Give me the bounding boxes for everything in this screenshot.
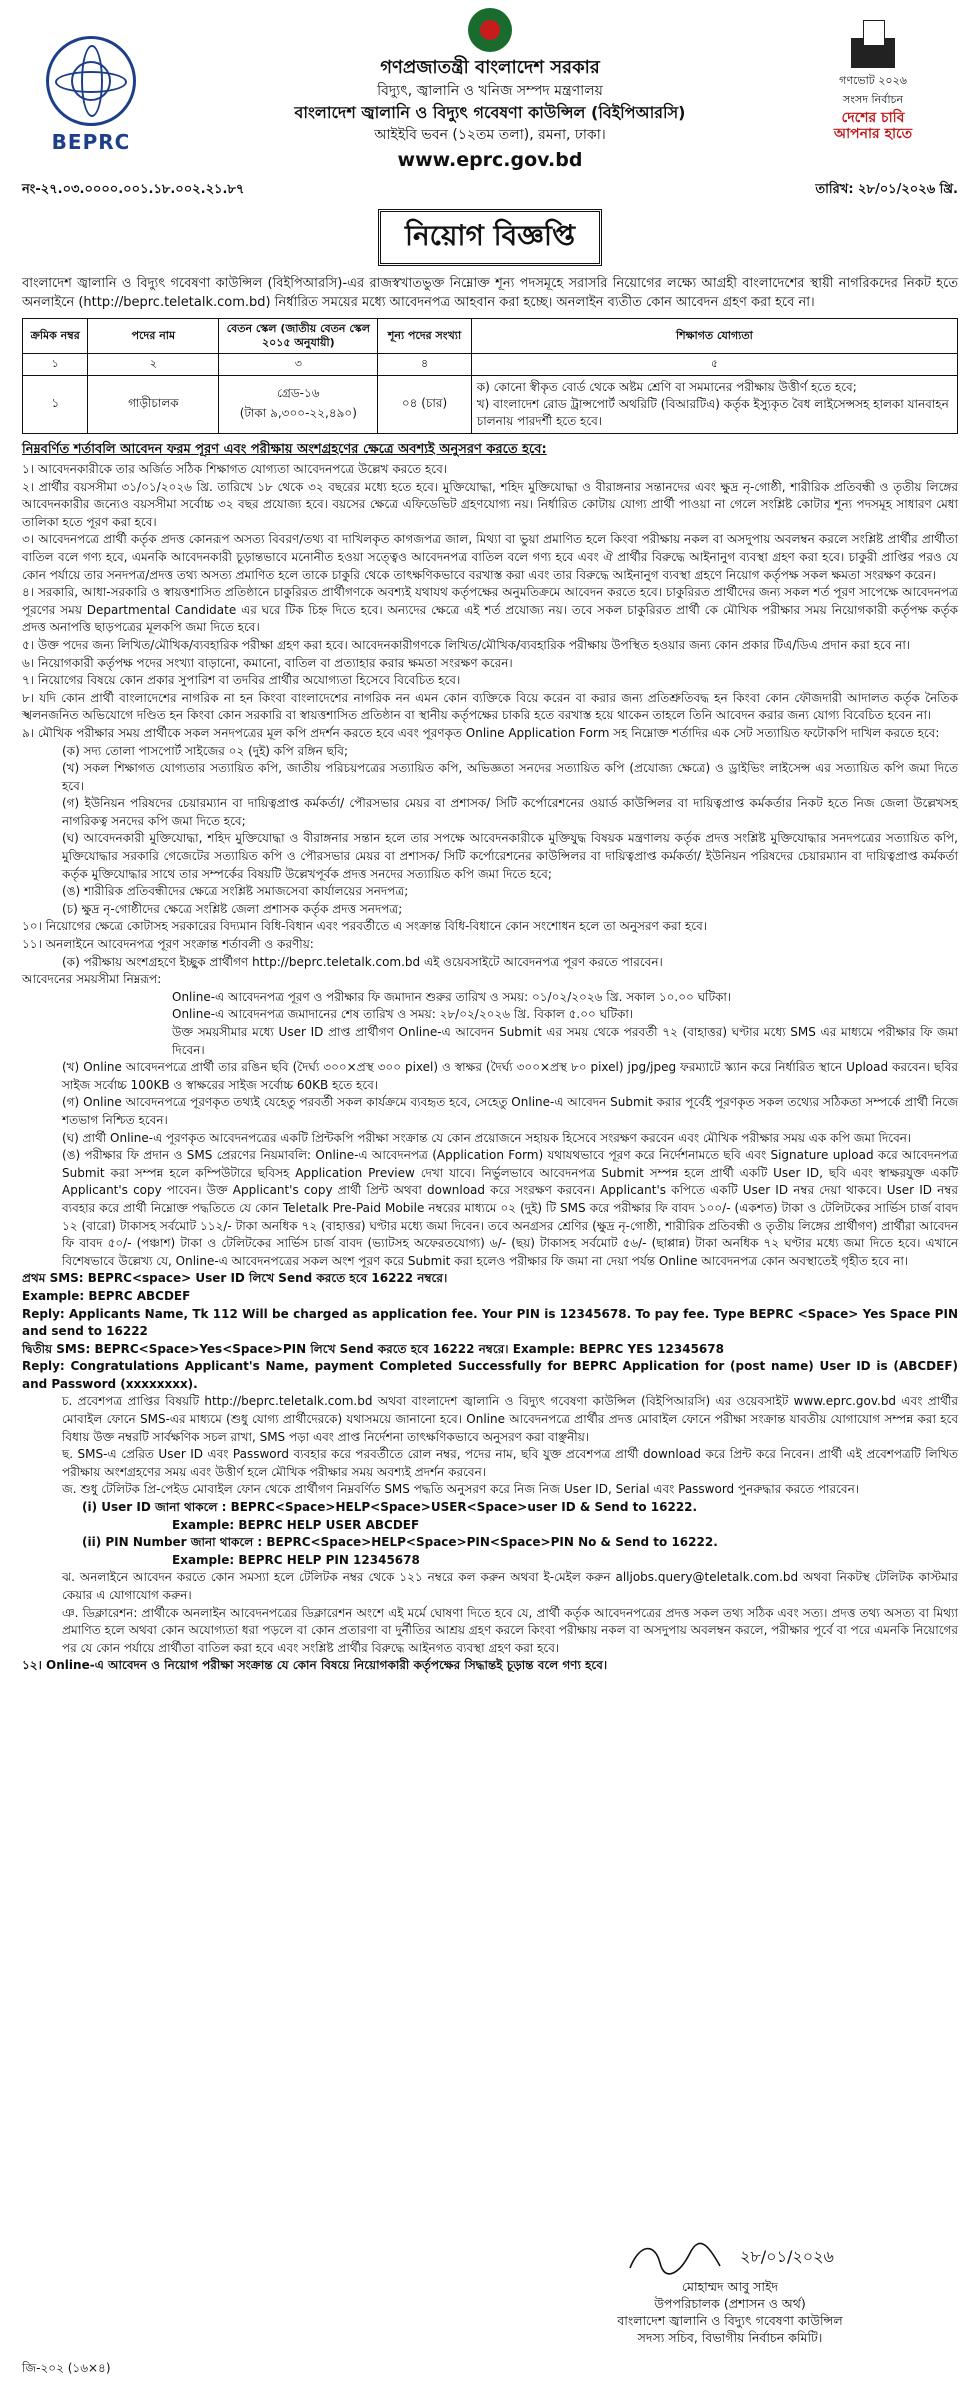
signatory-office: বাংলাদেশ জ্বালানি ও বিদ্যুৎ গবেষণা কাউন্সিল: [617, 2313, 843, 2328]
condition-item: ১০। নিয়োগের ক্ষেত্রে কোটাসহ সরকারের বিদ্যমান বিধি-বিধান এবং পরবর্তীতে এ সংক্রান্ত বিধি-বিধানে কোন সংশোধন হলে তা অনুসরণ করা হবে।: [22, 919, 708, 934]
condition-item: ৫। উক্ত পদের জন্য লিখিত/মৌখিক/ব্যবহারিক পরীক্ষা গ্রহণ করা হবে। আবেদনকারীগণকে লিখিত/মৌখিক/ব্যবহারিক পরীক্ষায় উপস্থিত হওয়ার জন্য কোন প্রকার টিএ/ডিএ প্রদান করা হবে না।: [22, 637, 911, 652]
reference-number: নং-২৭.০৩.০০০০.০০১.১৮.০০২.২১.৮৭: [22, 182, 245, 197]
online-item: (খ) Online আবেদনপত্রে প্রার্থী তার রঙিন ছবি (দৈর্ঘ্য ৩০০×প্রস্থ ৩০০ pixel) ও স্বাক্ষর (দৈর্ঘ্য ৩০০×প্রস্থ ৮০ pixel) jpg/jpeg ফরম্যাটে স্ক্যান করে নির্ধারিত স্থানে Upload করবেন। ছবির সাইজ সর্বোচ্চ 100KB ও স্বাক্ষরের সাইজ সর্বোচ্চ 60KB হতে হবে।: [62, 1060, 958, 1092]
signatory-committee: সদস্য সচিব, বিভাগীয় নির্বাচন কমিটি।: [637, 2330, 823, 2345]
condition-item: ১২। Online-এ আবেদন ও নিয়োগ পরীক্ষা সংক্রান্ত যে কোন বিষয়ে নিয়োগকারী কর্তৃপক্ষের সিদ্ধান্তই চূড়ান্ত বলে গণ্য হবে।: [22, 1658, 608, 1673]
online-item: (গ) Online আবেদনপত্রে পূরণকৃত তথ্যই যেহেতু পরবর্তী সকল কার্যক্রমে ব্যবহৃত হবে, সেহেতু Online-এ আবেদন Submit করার পূর্বেই পূরণকৃত সকল তথ্যের সঠিকতা সম্পর্কে প্রার্থী নিজে শতভাগ নিশ্চিত হবেন।: [62, 1095, 958, 1127]
sms-first-reply: Reply: Applicants Name, Tk 112 Will be charged as application fee. Your PIN is 12345678. To pay fee. Type BEPRC <Space> Yes Space PIN and send to 16222: [22, 1306, 958, 1339]
atom-icon: [46, 36, 136, 126]
footer-code: জি-২০২ (১৬×৪): [22, 2361, 111, 2375]
recovery-user-id-example: Example: BEPRC HELP USER ABCDEF: [172, 1517, 420, 1532]
conditions-body: [22, 461, 958, 1675]
schedule-start: Online-এ আবেদনপত্র পূরণ ও পরীক্ষার ফি জমাদান শুরুর তারিখ ও সময়: ০১/০২/২০২৬ খ্রি. সকাল ১০.০০ ঘটিকা।: [172, 989, 732, 1004]
condition-item: ৭। নিয়োগের বিষয়ে কোন প্রকার সুপারিশ বা তদবির প্রার্থীর অযোগ্যতা হিসেবে বিবেচিত হবে।: [22, 673, 461, 688]
condition-item: ২। প্রার্থীর বয়সসীমা ৩১/০১/২০২৬ খ্রি. তারিখে ১৮ থেকে ৩২ বছরের মধ্যে হতে হবে। মুক্তিযোদ্ধা, শহিদ মুক্তিযোদ্ধা ও বীরাঙ্গনার সন্তানদের এবং ক্ষুদ্র নৃ-গোষ্ঠী, শারীরিক প্রতিবন্ধী ও তৃতীয় লিঙ্গের আবেদনকারীর জন্যেও বয়সসীমা সর্বোচ্চ ৩২ বছর প্রযোজ্য হবে। বয়সের ক্ষেত্রে এফিডেভিট গ্রহণযোগ্য নয়। নির্ধারিত কোটায় যোগ্য প্রার্থী পাওয়া না গেলে সংশ্লিষ্ট কোটার শূন্য পদসমূহ সাধারণ মেধা তালিকা হতে পূরণ করা হবে।: [22, 479, 958, 529]
ballot-box-icon: [843, 20, 903, 70]
circular-date: তারিখ: ২৮/০১/২০২৬ খ্রি.: [815, 182, 958, 197]
job-circular-page: [0, 8, 980, 2391]
online-item: ঝ. অনলাইনে আবেদন করতে কোন সমস্যা হলে টেলিটক নম্বর থেকে ১২১ নম্বরে কল করুন অথবা ই-মেইল করুন alljobs.query@teletalk.com.bd অথবা নিকটস্থ টেলিটক কাস্টমার কেয়ার এ যোগাযোগ করুন।: [62, 1570, 958, 1602]
recovery-pin-example: Example: BEPRC HELP PIN 12345678: [172, 1552, 420, 1567]
condition-item: ৪। সরকারি, আধা-সরকারি ও স্বায়ত্তশাসিত প্রতিষ্ঠানে চাকুরিরত প্রার্থীগণকে অবশ্যই যথাযথ কর্তৃপক্ষের অনুমতিক্রমে আবেদন করতে হবে। চাকুরিরত প্রার্থীদের জন্য সকল শর্ত পূরণ সাপেক্ষে আবেদনপত্র পূরণের সময় Departmental Candidate এর ঘরে টিক চিহ্ন দিতে হবে। অন্যদের ক্ষেত্রে এই শর্ত প্রযোজ্য নয়। তবে সকল চাকুরিরত প্রার্থী কে মৌখিক পরীক্ষার সময় নিয়োগকারী কর্তৃপক্ষ কর্তৃক প্রদত্ত অনাপত্তি ছাড়পত্রের মূলকপি জমা দিতে হবে।: [22, 585, 958, 635]
schedule-end: Online-এ আবেদনপত্র জমাদানের শেষ তারিখ ও সময়: ২৮/০২/২০২৬ খ্রি. বিকাল ৫.০০ ঘটিকা।: [172, 1007, 634, 1022]
schedule-note: উক্ত সময়সীমার মধ্যে User ID প্রাপ্ত প্রার্থীগণ Online-এ আবেদন Submit এর সময় থেকে পরবর্তী ৭২ (বাহাত্তর) ঘণ্টার মধ্যে SMS এর মাধ্যমে পরীক্ষার ফি জমা দিবেন।: [172, 1025, 958, 1057]
signatory-name: মোহাম্মদ আবু সাইদ: [681, 2279, 779, 2294]
ministry-name: বিদ্যুৎ, জ্বালানি ও খনিজ সম্পদ মন্ত্রণালয়: [377, 83, 603, 99]
page-title: নিয়োগ বিজ্ঞপ্তি: [378, 209, 602, 266]
beprc-logo: [36, 36, 146, 154]
sms-first: প্রথম SMS: BEPRC<space> User ID লিখে Send করতে হবে 16222 নম্বরে।: [22, 1271, 448, 1286]
logo-text: BEPRC: [51, 130, 131, 154]
online-item: জ. শুধু টেলিটক প্রি-পেইড মোবাইল ফোন থেকে প্রার্থীগণ নিম্নবর্ণিত SMS পদ্ধতি অনুসরণ করে নিজ নিজ User ID, Serial এবং Password পুনরুদ্ধার করতে পারবেন।: [62, 1482, 860, 1497]
recovery-pin: (ii) PIN Number জানা থাকলে : BEPRC<Space>HELP<Space>PIN<Space>PIN No & Send to 16222.: [82, 1535, 718, 1550]
online-item: ঞ. ডিক্লারেশন: প্রার্থীকে অনলাইন আবেদনপত্রের ডিক্লারেশন অংশে এই মর্মে ঘোষণা দিতে হবে যে, প্রার্থী কর্তৃক আবেদনপত্রের প্রদত্ত সকল তথ্য সঠিক এবং সত্য। প্রদত্ত তথ্য অসত্য বা মিথ্যা প্রমাণিত হলে অথবা কোন অযোগ্যতা ধরা পড়লে বা কোন প্রতারণা বা দুর্নীতির আশ্রয় গ্রহণ করলে কিংবা পরীক্ষায় নকল বা অসদুপায় অবলম্বন করলে, পরীক্ষার পূর্বে বা পরে এমনকি নিয়োগের পর যে কোন পর্যায়ে প্রার্থীতা বাতিল করা হবে এবং সংশ্লিষ্ট প্রার্থীর বিরুদ্ধে আইনগত ব্যবস্থা গ্রহণ করা হবে।: [62, 1605, 958, 1655]
condition-subitem: (চ) ক্ষুদ্র নৃ-গোষ্ঠীদের ক্ষেত্রে সংশ্লিষ্ট জেলা প্রশাসক কর্তৃক প্রদত্ত সনদপত্র;: [62, 901, 403, 916]
condition-subitem: (ক) সদ্য তোলা পাসপোর্ট সাইজের ০২ (দুই) কপি রঙ্গিন ছবি;: [62, 743, 348, 758]
sms-second: দ্বিতীয় SMS: BEPRC<Space>Yes<Space>PIN লিখে Send করতে হবে 16222 নম্বরে। Example: BEPRC YES 12345678: [22, 1341, 724, 1356]
posts-table: [22, 318, 958, 434]
sms-second-reply: Reply: Congratulations Applicant's Name, payment Completed Successfully for BEPRC Application for (post name) User ID is (ABCDEF) and Password (xxxxxxxx).: [22, 1359, 958, 1391]
online-item: ছ. SMS-এ প্রেরিত User ID এবং Password ব্যবহার করে পরবর্তীতে রোল নম্বর, পদের নাম, ছবি যুক্ত প্রবেশপত্র প্রার্থী download করে প্রিন্ট করে নিবেন। প্রার্থী এই প্রবেশপত্রটি লিখিত পরীক্ষায় অংশগ্রহণের সময় এবং উত্তীর্ণ হলে মৌখিক পরীক্ষার সময় অবশ্যই প্রদর্শন করবেন।: [62, 1447, 958, 1479]
online-item: (ঙ) পরীক্ষার ফি প্রদান ও SMS প্রেরণের নিয়মাবলি: Online-এ আবেদনপত্র (Application Form) যথাযথভাবে পূরণ করে নির্দেশনামতে ছবি এবং Signature upload করে আবেদনপত্র Submit করা সম্পন্ন হলে কম্পিউটারে ছবিসহ Application Preview দেখা যাবে। নির্ভুলভাবে আবেদনপত্র Submit সম্পন্ন হলে প্রার্থী একটি User ID, ছবি এবং স্বাক্ষরযুক্ত একটি Applicant's copy পাবেন। উক্ত Applicant's copy প্রার্থী প্রিন্ট অথবা download করে সংরক্ষণ করবেন। Applicant's কপিতে একটি User ID নম্বর দেয়া থাকবে। User ID নম্বর ব্যবহার করে প্রার্থী নিম্নোক্ত পদ্ধতিতে যে কোন Teletalk Pre-Paid Mobile নম্বরের মাধ্যমে ০২ (দুই) টি SMS করে পরীক্ষার ফি বাবদ ১০০/- (একশত) টাকা ও টেলিটকের সার্ভিস চার্জ বাবদ ১২ (বারো) টাকাসহ সর্বমোট ১১২/- টাকা অনধিক ৭২ (বাহাত্তর) ঘণ্টার মধ্যে জমা দিবেন। তবে অনগ্রসর শ্রেণির (ক্ষুদ্র নৃ-গোষ্ঠী, শারীরিক প্রতিবন্ধী ও তৃতীয় লিঙ্গের প্রার্থীগণ) প্রার্থীরা আবেদন ফি বাবদ ৫০/- (পঞ্চাশ) টাকা ও টেলিটকের সার্ভিস চার্জ বাবদ (ভ্যাটসহ অফেরতযোগ্য) ৬/- (ছয়) টাকাসহ সর্বমোট ৫৬/- (ছাপ্পান্ন) টাকা অনধিক ৭২ ঘণ্টার মধ্যে জমা দিতে হবে। এখানে বিশেষভাবে উল্লেখ্য যে, Online-এ আবেদনপত্রের সকল অংশ পূরণ করে Submit করা হলেও পরীক্ষার ফি জমা না দেয়া পর্যন্ত Online আবেদনপত্র কোন অবস্থাতেই গৃহীত হবে না।: [62, 1148, 958, 1268]
online-item: (ঘ) প্রার্থী Online-এ পূরণকৃত আবেদনপত্রের একটি প্রিন্টকপি পরীক্ষা সংক্রান্ত যে কোন প্রয়োজনে সহায়ক হিসেবে সংরক্ষণ করবেন এবং মৌখিক পরীক্ষার সময় এক কপি জমা দিবেন।: [62, 1130, 912, 1145]
condition-item: ৮। যদি কোন প্রার্থী বাংলাদেশের নাগরিক না হন কিংবা বাংলাদেশের নাগরিক নন এমন কোন ব্যক্তিকে বিয়ে করেন বা করার জন্য প্রতিশ্রুতিবদ্ধ হন কিংবা কোন ফৌজদারী আদালত কর্তৃক নৈতিক স্খলনজনিত অভিযোগে দণ্ডিত হন কিংবা কোন সরকারি বা স্বায়ত্তশাসিত প্রতিষ্ঠান বা স্থানীয় কর্তৃপক্ষের চাকরি হতে বরখাস্ত হয়ে থাকেন তাহলে তিনি আবেদন করার জন্য যোগ্য বিবেচিত হবেন না।: [22, 690, 958, 723]
condition-item: ৩। আবেদনপত্রে প্রার্থী কর্তৃক প্রদত্ত কোনরূপ অসত্য বিবরণ/তথ্য বা দাখিলকৃত কাগজপত্র জাল, মিথ্যা বা ভুয়া প্রমাণিত হলে কিংবা পরীক্ষায় নকল বা অসদুপায় অবলম্বন করলে সংশ্লিষ্ট প্রার্থীর প্রার্থীতা বাতিল বলে গণ্য হবে, এমনকি আবেদনকারী চূড়ান্তভাবে মনোনীত হওয়া সত্ত্বেও আবেদনপত্র বাতিল বলে গণ্য হবে এবং ঐ প্রার্থীর বিরুদ্ধে আইনানুগ ব্যবস্থা গ্রহণ করা হবে। চাকুরী প্রাপ্তির পরও যে কোন পর্যায়ে তার সনদপত্র/প্রদত্ত তথ্য অসত্য প্রমাণিত হলে তাকে চাকুরি থেকে তাৎক্ষণিকভাবে বরখাস্ত করা এবং তার বিরুদ্ধে আইনানুগ ব্যবস্থা গ্রহণে নিয়োগ কর্তৃপক্ষ সকল ক্ষমতা সংরক্ষণ করেন।: [22, 532, 958, 582]
recovery-user-id: (i) User ID জানা থাকলে : BEPRC<Space>HELP<Space>USER<Space>user ID & Send to 16222.: [82, 1500, 698, 1515]
condition-item: ১১। অনলাইনে আবেদনপত্র পূরণ সংক্রান্ত শর্তাবলী ও করণীয়:: [22, 937, 314, 952]
signature-date: ২৮/০১/২০২৬: [740, 2247, 834, 2266]
condition-subitem: (গ) ইউনিয়ন পরিষদের চেয়ারম্যান বা দায়িত্বপ্রাপ্ত কর্মকর্তা/ পৌরসভার মেয়র বা প্রশাসক/ সিটি কর্পোরেশনের ওয়ার্ড কাউন্সিলর বা দায়িত্বপ্রাপ্ত কর্মকর্তার নিকট হতে নিজ জেলা উল্লেখসহ নাগরিকত্ব সনদের কপি জমা দিতে হবে;: [62, 796, 958, 828]
schedule-title: আবেদনের সময়সীমা নিম্নরূপ:: [22, 972, 162, 987]
condition-subitem: (ঘ) আবেদনকারী মুক্তিযোদ্ধা, শহিদ মুক্তিযোদ্ধা ও বীরাঙ্গনার সন্তান হলে তার সপক্ষে আবেদনকারীকে মুক্তিযুদ্ধ বিষয়ক মন্ত্রণালয় কর্তৃক প্রদত্ত সংশ্লিষ্ট মুক্তিযোদ্ধার সনদপত্রের সত্যায়িত কপি, মুক্তিযোদ্ধার সরকারি গেজেটের সত্যায়িত কপি ও পৌরসভার মেয়র বা প্রশাসক/ সিটি কর্পোরেশনের কাউন্সিলর বা দায়িত্বপ্রাপ্ত কর্মকর্তা/ ইউনিয়ন পরিষদের চেয়ারম্যান বা দায়িত্বপ্রাপ্ত কর্মকর্তা কর্তৃক মুক্তিযোদ্ধার সাথে তার সম্পর্কের বিষয়টি উল্লেখপূর্বক প্রদত্ত সনদের সত্যায়িত কপি জমা দিতে হবে;: [62, 831, 958, 881]
council-name: বাংলাদেশ জ্বালানি ও বিদ্যুৎ গবেষণা কাউন্সিল (বিইপিআরসি): [294, 103, 686, 122]
condition-item: ৯। মৌখিক পরীক্ষার সময় প্রার্থীকে সকল সনদপত্রের মূল কপি প্রদর্শন করতে হবে এবং পূরণকৃত Online Application Form সহ নিম্নোক্ত শর্তাদির এক সেট সত্যায়িত ফটোকপি দাখিল করতে হবে:: [22, 725, 940, 740]
sms-first-example: Example: BEPRC ABCDEF: [22, 1288, 191, 1303]
condition-subitem: (খ) সকল শিক্ষাগত যোগ্যতার সত্যায়িত কপি, জাতীয় পরিচয়পত্রের সত্যায়িত কপি, অভিজ্ঞতা সনদের সত্যায়িত কপি (প্রযোজ্য ক্ষেত্রে) ও ড্রাইভিং লাইসেন্স এর সত্যায়িত কপি জমা দিতে হবে।: [62, 761, 958, 793]
title-wrap: [22, 209, 958, 266]
header: [22, 8, 958, 208]
signatory-designation: উপপরিচালক (প্রশাসন ও অর্থ): [654, 2296, 806, 2311]
online-item: চ. প্রবেশপত্র প্রাপ্তির বিষয়টি http://beprc.teletalk.com.bd অথবা বাংলাদেশ জ্বালানি ও বিদ্যুৎ গবেষণা কাউন্সিল (বিইপিআরসি) এর ওয়েবসাইট www.eprc.gov.bd এবং প্রার্থীর মোবাইল ফোনে SMS-এর মাধ্যমে (শুধু যোগ্য প্রার্থীদেরকে) যথাসময়ে জানানো হবে। Online আবেদনপত্রে প্রার্থীর প্রদত্ত মোবাইল ফোনে পরীক্ষা সংক্রান্ত যাবতীয় যোগাযোগ সম্পন্ন করা হবে বিধায় উক্ত নম্বরটি সার্বক্ষণিক সচল রাখা, SMS পড়া এবং প্রাপ্ত নির্দেশনা তাৎক্ষণিকভাবে অনুসরণ করা বাঞ্ছনীয়।: [62, 1394, 958, 1444]
table-number-row: ১ ২ ৩ ৪ ৫: [23, 354, 958, 376]
council-address: আইইবি ভবন (১২তম তলা), রমনা, ঢাকা।: [374, 127, 606, 143]
online-item: (ক) পরীক্ষায় অংশগ্রহণে ইচ্ছুক প্রার্থীগণ http://beprc.teletalk.com.bd এই ওয়েবসাইটে আবেদনপত্র পূরণ করতে পারবেন।: [62, 954, 663, 969]
signature-image: [540, 2238, 920, 2278]
condition-item: ৬। নিয়োগকারী কর্তৃপক্ষ পদের সংখ্যা বাড়ানো, কমানো, বাতিল বা প্রত্যাহার করার ক্ষমতা সংরক্ষণ করেন।: [22, 655, 513, 670]
table-header-row: ক্রমিক নম্বর পদের নাম বেতন স্কেল (জাতীয় বেতন স্কেল ২০১৫ অনুযায়ী) শূন্য পদের সংখ্যা শিক্ষাগত যোগ্যতা: [23, 319, 958, 354]
conditions-title: নিম্নবর্ণিত শর্তাবলি আবেদন ফরম পূরণ এবং পরীক্ষায় অংশগ্রহণের ক্ষেত্রে অবশ্যই অনুসরণ করতে হবে:: [22, 442, 547, 457]
intro-paragraph: বাংলাদেশ জ্বালানি ও বিদ্যুৎ গবেষণা কাউন্সিল (বিইপিআরসি)-এর রাজস্বখাতভুক্ত নিম্নোক্ত শূন্য পদসমূহে সরাসরি নিয়োগের লক্ষ্যে আগ্রহী বাংলাদেশের স্থায়ী নাগরিকদের নিকট হতে অনলাইনে (http://beprc.teletalk.com.bd) নির্ধারিত সময়ের মধ্যে আবেদনপত্র আহবান করা হচ্ছে। অনলাইন ব্যতীত কোন আবেদন গ্রহণ করা হবে না।: [22, 276, 958, 310]
table-row: ১ গাড়ীচালক গ্রেড-১৬ (টাকা ৯,৩০০-২২,৪৯০) ০৪ (চার) ক) কোনো স্বীকৃত বোর্ড থেকে অষ্টম শ্রেণি বা সমমানের পরীক্ষায় উত্তীর্ণ হতে হবে; খ) বাংলাদেশ রোড ট্রান্সপোর্ট অথরিটি (বিআরটিএ) কর্তৃক ইস্যুকৃত বৈধ লাইসেন্সসহ হালকা যানবাহন চালনায় পারদর্শী হতে হবে।: [23, 376, 958, 434]
election-logo: গণভোট ২০২৬ সংসদ নির্বাচন দেশের চাবি আপনার হাতে: [798, 20, 948, 142]
government-emblem-icon: [468, 8, 512, 52]
government-title: গণপ্রজাতন্ত্রী বাংলাদেশ সরকার: [380, 57, 600, 78]
signature-block: [540, 2238, 920, 2346]
condition-item: ১। আবেদনকারীকে তার অর্জিত সঠিক শিক্ষাগত যোগ্যতা আবেদনপত্রে উল্লেখ করতে হবে।: [22, 462, 448, 476]
condition-subitem: (ঙ) শারীরিক প্রতিবন্ধীদের ক্ষেত্রে সংশ্লিষ্ট সমাজসেবা কার্যালয়ের সনদপত্র;: [62, 884, 409, 899]
council-website: www.eprc.gov.bd: [397, 149, 583, 171]
